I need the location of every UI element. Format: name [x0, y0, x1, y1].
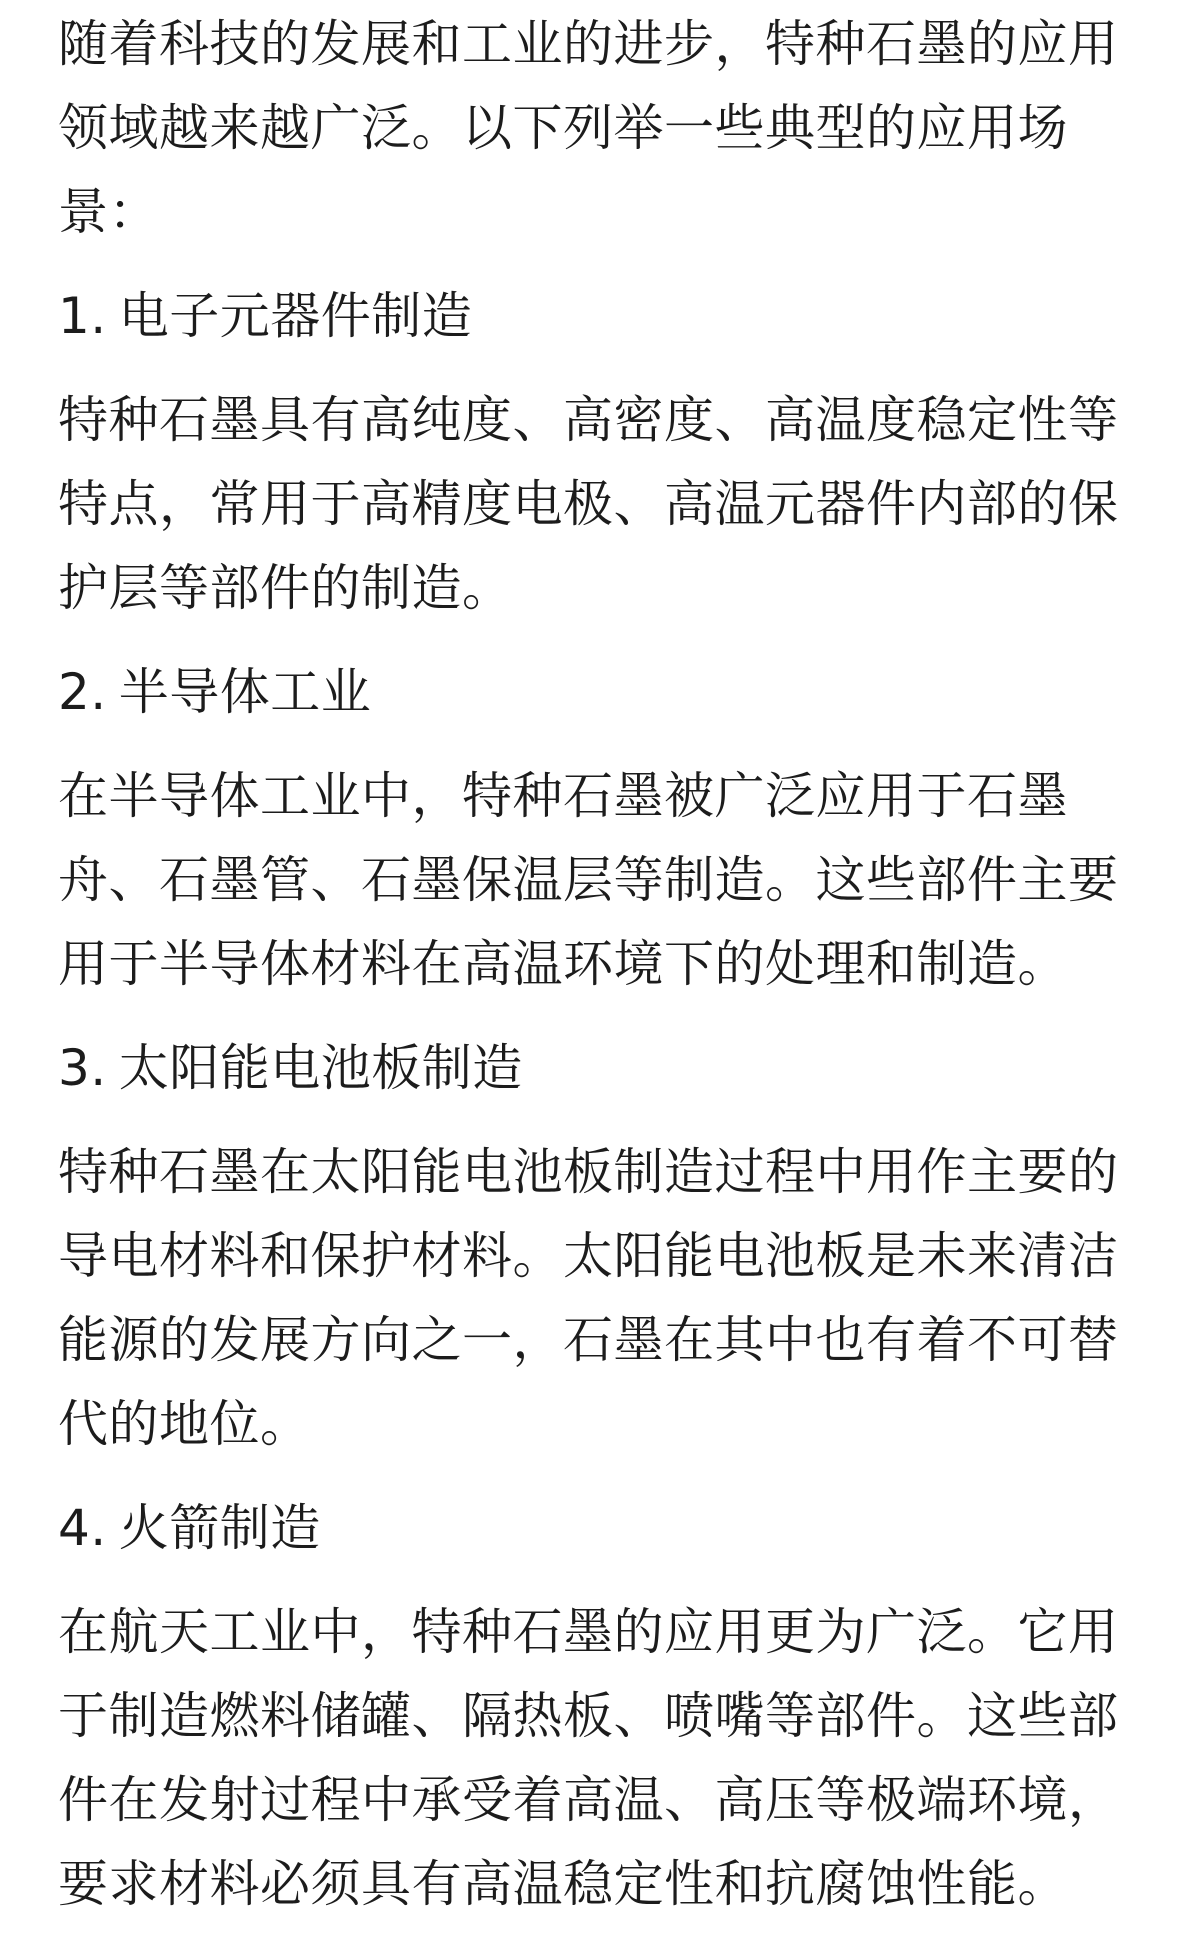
- section-paragraph-1: 特种石墨具有高纯度、高密度、高温度稳定性等特点，常用于高精度电极、高温元器件内部的保护层等部件的制造。: [58, 391, 1119, 617]
- section-paragraph-3: 特种石墨在太阳能电池板制造过程中用作主要的导电材料和保护材料。太阳能电池板是未来清洁能源的发展方向之一，石墨在其中也有着不可替代的地位。: [58, 1143, 1119, 1453]
- section-number: 3.: [58, 1039, 107, 1097]
- section-paragraph-4: 在航天工业中，特种石墨的应用更为广泛。它用于制造燃料储罐、隔热板、喷嘴等部件。这些部件在发射过程中承受着高温、高压等极端环境，要求材料必须具有高温稳定性和抗腐蚀性能。: [58, 1603, 1119, 1913]
- section-number: 1.: [58, 287, 107, 345]
- page-edge: [1172, 0, 1200, 1933]
- section-number: 4.: [58, 1499, 107, 1557]
- section-paragraph-2: 在半导体工业中，特种石墨被广泛应用于石墨舟、石墨管、石墨保温层等制造。这些部件主要用于半导体材料在高温环境下的处理和制造。: [58, 767, 1119, 993]
- section-heading-3: [58, 1026, 1142, 1110]
- section-heading-2: [58, 650, 1142, 734]
- section-title: 半导体工业: [118, 663, 372, 721]
- section-heading-1: [58, 274, 1142, 358]
- section-title: 电子元器件制造: [118, 287, 473, 345]
- section-title: 火箭制造: [118, 1499, 321, 1557]
- section-title: 太阳能电池板制造: [118, 1039, 523, 1097]
- section-number: 2.: [58, 663, 107, 721]
- section-heading-4: [58, 1486, 1142, 1570]
- intro-paragraph: 随着科技的发展和工业的进步，特种石墨的应用领域越来越广泛。以下列举一些典型的应用场景：: [58, 15, 1119, 241]
